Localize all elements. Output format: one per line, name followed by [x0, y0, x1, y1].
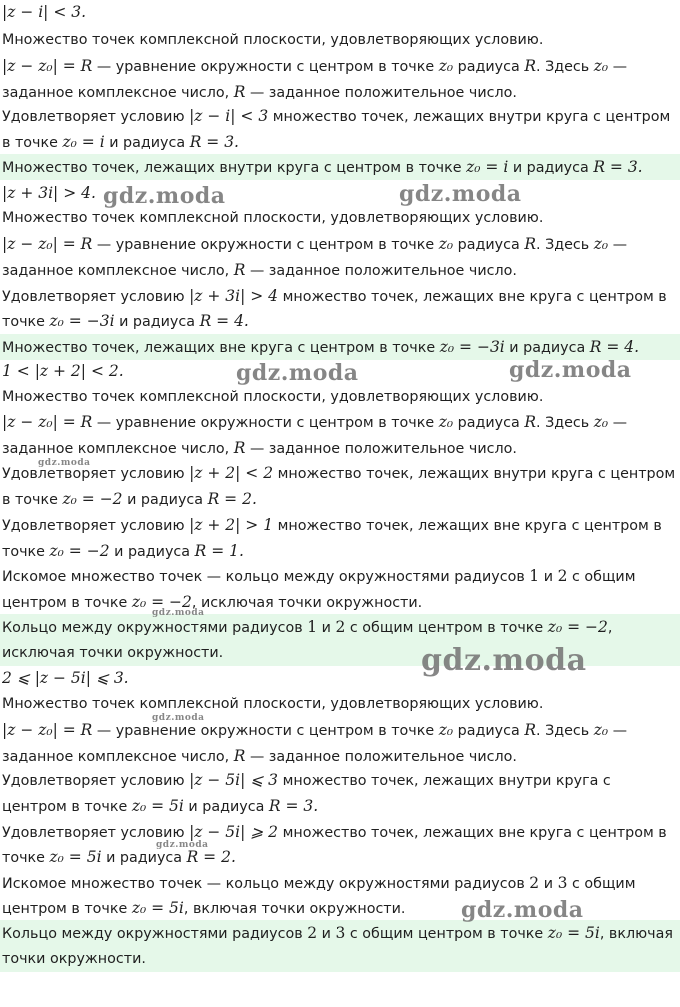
problem-3-intro: Множество точек комплексной плоскости, удовлетворяющих условию. — [2, 389, 544, 405]
problem-1-intro: Множество точек комплексной плоскости, удовлетворяющих условию. — [2, 32, 544, 48]
problem-2-satisfy: Удовлетворяет условию |z + 3i| > 4 множество точек, лежащих вне круга с центром в — [2, 287, 667, 305]
problem-4-answer-1: Кольцо между окружностями радиусов 2 и 3 с общим центром в точке z₀ = 5i, включая — [2, 924, 673, 942]
problem-2-answer: Множество точек, лежащих вне круга с центром в точке z₀ = −3i и радиуса R = 4. — [2, 338, 640, 356]
watermark: gdz.moda — [103, 183, 226, 209]
problem-4-satisfy-2: Удовлетворяет условию |z − 5i| ⩾ 2 множество точек, лежащих вне круга с центром в — [2, 823, 667, 841]
problem-3-satisfy-1: Удовлетворяет условию |z + 2| < 2 множество точек, лежащих внутри круга с центром — [2, 464, 676, 482]
watermark: gdz.moda — [461, 897, 584, 923]
watermark: gdz.moda — [399, 181, 522, 207]
problem-3-answer-1: Кольцо между окружностями радиусов 1 и 2 с общим центром в точке z₀ = −2, — [2, 618, 613, 636]
watermark: gdz.moda — [509, 357, 632, 383]
watermark: gdz.moda — [236, 360, 359, 386]
problem-3-center-2: точке z₀ = −2 и радиуса R = 1. — [2, 542, 244, 560]
problem-2-condition: |z + 3i| > 4. — [2, 184, 96, 202]
problem-4-circle-eq: |z − z₀| = R — уравнение окружности с центром в точке z₀ радиуса R. Здесь z₀ — — [2, 721, 627, 739]
problem-1-satisfy: Удовлетворяет условию |z − i| < 3 множество точек, лежащих внутри круга с центром — [2, 107, 671, 125]
problem-1-center: в точке z₀ = i и радиуса R = 3. — [2, 133, 239, 151]
problem-1-condition: |z − i| < 3. — [2, 3, 87, 21]
problem-4-answer-2: точки окружности. — [2, 951, 146, 967]
problem-2-center: точке z₀ = −3i и радиуса R = 4. — [2, 312, 249, 330]
problem-2-circle-eq: |z − z₀| = R — уравнение окружности с центром в точке z₀ радиуса R. Здесь z₀ — — [2, 235, 627, 253]
watermark: gdz.moda — [152, 713, 205, 723]
problem-4-center-2: точке z₀ = 5i и радиуса R = 2. — [2, 848, 236, 866]
problem-3-circle-eq: |z − z₀| = R — уравнение окружности с центром в точке z₀ радиуса R. Здесь z₀ — — [2, 413, 627, 431]
problem-2-def: заданное комплексное число, R — заданное положительное число. — [2, 261, 517, 279]
problem-4-center-1: центром в точке z₀ = 5i и радиуса R = 3. — [2, 797, 319, 815]
problem-2-intro: Множество точек комплексной плоскости, удовлетворяющих условию. — [2, 210, 544, 226]
watermark: gdz.moda — [38, 458, 91, 468]
watermark: gdz.moda — [156, 840, 209, 850]
problem-4-def: заданное комплексное число, R — заданное положительное число. — [2, 747, 517, 765]
problem-4-intro: Множество точек комплексной плоскости, удовлетворяющих условию. — [2, 696, 544, 712]
watermark: gdz.moda — [421, 643, 587, 678]
watermark: gdz.moda — [152, 608, 205, 618]
problem-4-condition: 2 ⩽ |z − 5i| ⩽ 3. — [2, 669, 129, 687]
problem-3-answer-2: исключая точки окружности. — [2, 645, 224, 661]
problem-3-result-1: Искомое множество точек — кольцо между окружностями радиусов 1 и 2 с общим — [2, 567, 636, 585]
problem-1-circle-eq: |z − z₀| = R — уравнение окружности с центром в точке z₀ радиуса R. Здесь z₀ — — [2, 57, 627, 75]
problem-4-satisfy-1: Удовлетворяет условию |z − 5i| ⩽ 3 множество точек, лежащих внутри круга с — [2, 771, 611, 789]
problem-3-condition: 1 < |z + 2| < 2. — [2, 362, 124, 380]
problem-4-result-1: Искомое множество точек — кольцо между окружностями радиусов 2 и 3 с общим — [2, 874, 636, 892]
problem-1-def: заданное комплексное число, R — заданное положительное число. — [2, 83, 517, 101]
problem-3-center-1: в точке z₀ = −2 и радиуса R = 2. — [2, 490, 257, 508]
problem-4-result-2: центром в точке z₀ = 5i, включая точки окружности. — [2, 899, 406, 917]
problem-3-result-2: центром в точке z₀ = −2, исключая точки окружности. — [2, 593, 423, 611]
problem-1-answer: Множество точек, лежащих внутри круга с центром в точке z₀ = i и радиуса R = 3. — [2, 158, 643, 176]
problem-3-def: заданное комплексное число, R — заданное положительное число. — [2, 439, 517, 457]
problem-3-satisfy-2: Удовлетворяет условию |z + 2| > 1 множество точек, лежащих вне круга с центром в — [2, 516, 662, 534]
